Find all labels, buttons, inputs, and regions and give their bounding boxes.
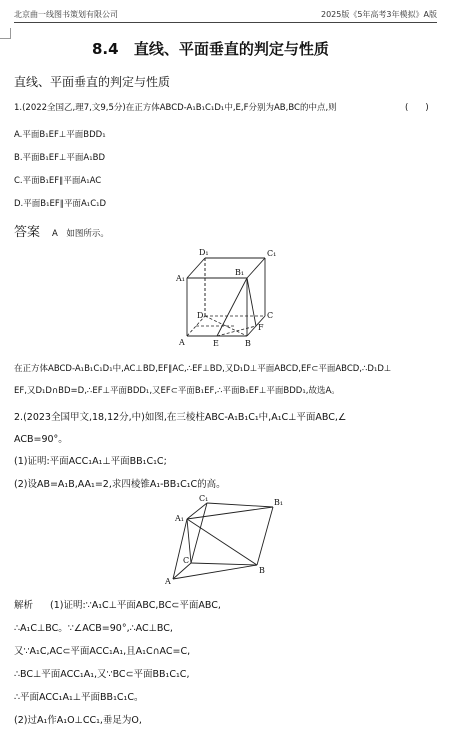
header-rule xyxy=(14,22,437,23)
prism-label-c1: C₁ xyxy=(199,494,209,503)
solution-line-5: ∴平面ACC₁A₁⊥平面BB₁C₁C。 xyxy=(14,692,144,703)
cube-label-d: D xyxy=(197,311,204,320)
prism-label-b1: B₁ xyxy=(274,498,284,507)
solution-label: 解析 xyxy=(14,600,34,611)
crop-mark xyxy=(0,28,11,39)
problem1-option-c: C.平面B₁EF∥平面A₁AC xyxy=(14,176,102,186)
cube-label-f: F xyxy=(258,323,264,332)
problem1-option-b: B.平面B₁EF⊥平面A₁BD xyxy=(14,153,106,163)
answer-label: 答案 xyxy=(14,225,41,240)
section-title: 直线、平面垂直的判定与性质 xyxy=(133,40,329,58)
cube-label-c: C xyxy=(267,311,274,320)
cube-label-b: B xyxy=(245,339,251,348)
problem1-option-d: D.平面B₁EF∥平面A₁C₁D xyxy=(14,199,107,209)
prism-label-a1: A₁ xyxy=(175,514,184,523)
problem1-option-a: A.平面B₁EF⊥平面BDD₁ xyxy=(14,130,106,140)
problem1-stem: 1.(2022全国乙,理7,文9,5分)在正方体ABCD-A₁B₁C₁D₁中,E,F分别为AB,BC的中点,则 xyxy=(14,103,337,113)
cube-label-d1: D₁ xyxy=(199,248,209,257)
answer-text: A 如图所示。 xyxy=(52,229,109,239)
subheading: 直线、平面垂直的判定与性质 xyxy=(14,75,171,89)
cube-label-a1: A₁ xyxy=(176,274,185,283)
section-heading xyxy=(92,38,329,59)
solution-line-3: 又∵A₁C,AC⊂平面ACC₁A₁,且A₁C∩AC=C, xyxy=(14,646,191,657)
problem2-part-2: (2)设AB=A₁B,AA₁=2,求四棱锥A₁-BB₁C₁C的高。 xyxy=(14,479,226,490)
explanation-line-2: EF,又D₁D∩BD=D,∴EF⊥平面BDD₁,又EF⊂平面B₁EF,∴平面B₁EF⊥平面BDD₁,故选A。 xyxy=(14,386,340,396)
solution-line-4: ∴BC⊥平面ACC₁A₁,又∵BC⊂平面BB₁C₁C, xyxy=(14,669,190,680)
prism-label-a: A xyxy=(165,577,171,585)
explanation-line-1: 在正方体ABCD-A₁B₁C₁D₁中,AC⊥BD,EF∥AC,∴EF⊥BD,又D₁D⊥平面ABCD,EF⊂平面ABCD,∴D₁D⊥ xyxy=(14,364,392,374)
section-number: 8.4 xyxy=(92,40,119,58)
solution-line-6: (2)过A₁作A₁O⊥CC₁,垂足为O, xyxy=(14,715,142,726)
problem2-part-1: (1)证明:平面ACC₁A₁⊥平面BB₁C₁C; xyxy=(14,456,167,467)
prism-label-b: B xyxy=(259,566,265,575)
problem1-blank: ( ) xyxy=(405,103,429,113)
cube-label-a: A xyxy=(179,338,185,347)
prism-figure xyxy=(165,493,290,585)
cube-figure xyxy=(165,246,295,352)
prism-label-c: C xyxy=(183,556,190,565)
solution-line-2: ∴A₁C⊥BC。∵∠ACB=90°,∴AC⊥BC, xyxy=(14,623,173,634)
cube-label-c1: C₁ xyxy=(267,249,277,258)
solution-line-1: (1)证明:∵A₁C⊥平面ABC,BC⊂平面ABC, xyxy=(50,600,221,611)
cube-label-e: E xyxy=(213,339,219,348)
problem2-stem-line-2: ACB=90°。 xyxy=(14,434,68,445)
cube-label-b1: B₁ xyxy=(235,268,245,277)
header-edition: 2025版《5年高考3年模拟》A版 xyxy=(320,10,437,19)
header-publisher: 北京曲一线图书策划有限公司 xyxy=(14,10,118,19)
problem2-stem-line-1: 2.(2023全国甲文,18,12分,中)如图,在三棱柱ABC-A₁B₁C₁中,A₁C⊥平面ABC,∠ xyxy=(14,412,347,423)
